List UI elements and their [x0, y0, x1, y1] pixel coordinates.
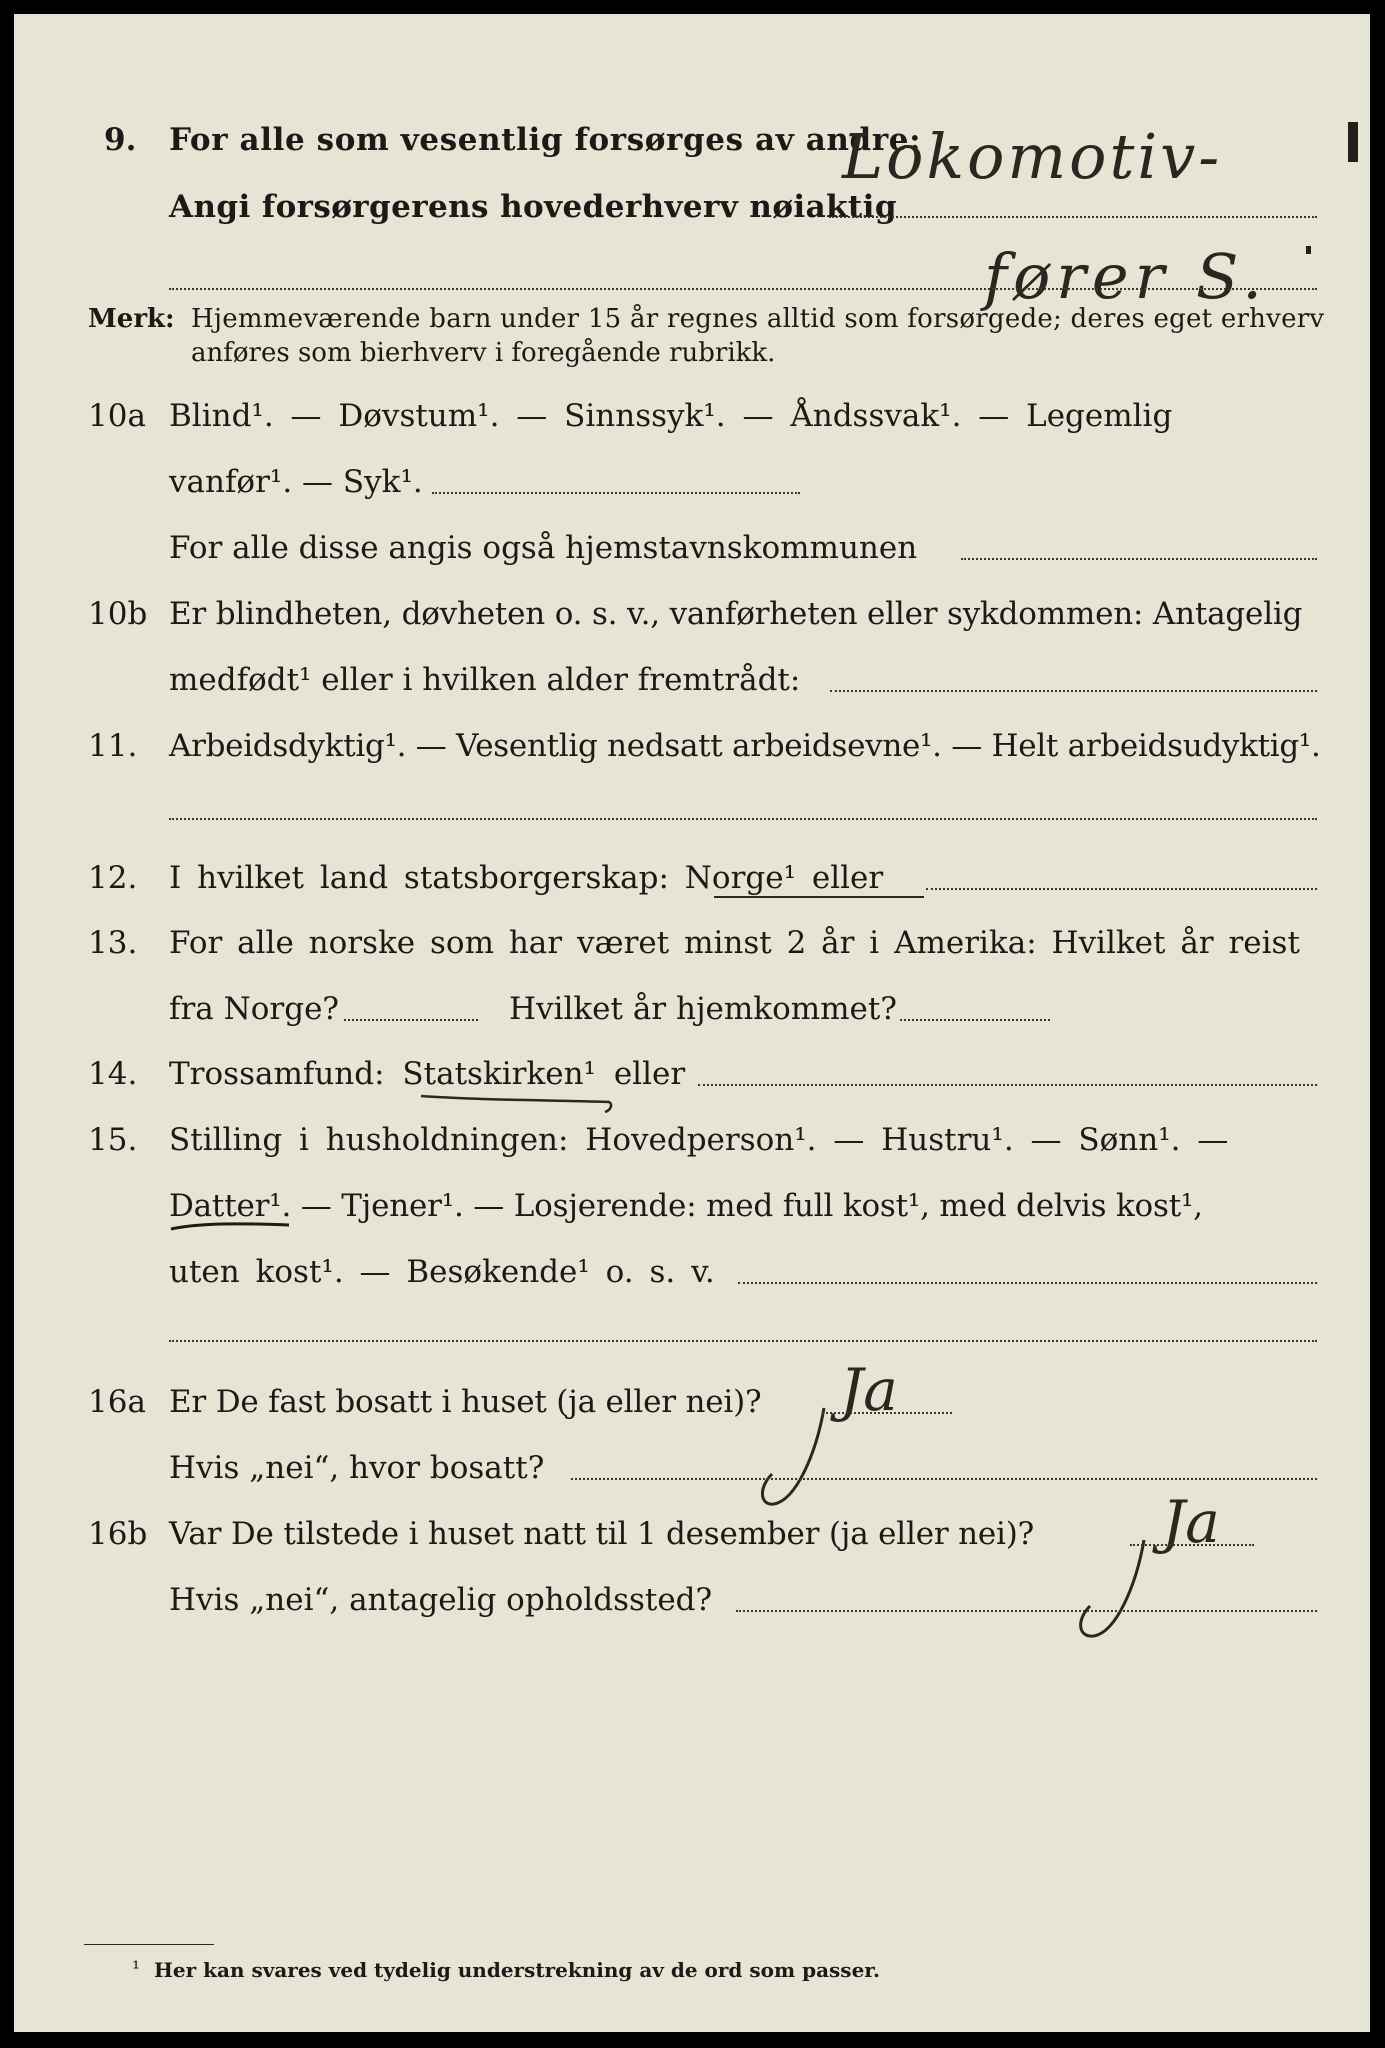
- q13-text-line1: For alle norske som har været minst 2 år i Amerika: Hvilket år reist: [169, 925, 1300, 961]
- footnote-text: Her kan svares ved tydelig understrekning av de ord som passer.: [154, 1958, 880, 1982]
- q14-number: 14.: [88, 1056, 138, 1092]
- q9-handwritten-occupation-line1: Lokomotiv-: [842, 120, 1223, 193]
- q9-handwritten-occupation-line2: fører S.: [984, 240, 1268, 313]
- q15-text-line1: Stilling i husholdningen: Hovedperson¹. — Hustru¹. — Sønn¹. —: [169, 1122, 1229, 1158]
- merk-text-line1: Hjemmeværende barn under 15 år regnes alltid som forsørgede; deres eget erhverv: [191, 304, 1325, 334]
- q16a-residence-line: [571, 1478, 1317, 1480]
- q10a-text-line3: For alle disse angis også hjemstavnskommunen: [169, 530, 918, 566]
- q13-return-year-line: [900, 1019, 1050, 1021]
- q10a-text-line1: Blind¹. — Døvstum¹. — Sinnssyk¹. — Åndssvak¹. — Legemlig: [169, 398, 1173, 434]
- q16a-text-line2: Hvis „nei“, hvor bosatt?: [169, 1450, 545, 1486]
- q16b-text-line1: Var De tilstede i huset natt til 1 desember (ja eller nei)?: [169, 1516, 1035, 1552]
- q11-text-line1: Arbeidsdyktig¹. — Vesentlig nedsatt arbeidsevne¹. — Helt arbeidsudyktig¹.: [169, 728, 1321, 764]
- merk-label: Merk:: [88, 304, 175, 334]
- q14-statskirken-underline: [419, 1090, 619, 1114]
- ink-scratch-mark: [1348, 122, 1358, 162]
- q10b-number: 10b: [88, 596, 148, 632]
- q16a-number: 16a: [88, 1384, 146, 1420]
- q16b-answer-line: [1130, 1544, 1254, 1546]
- q15-answer-line-2: [169, 1340, 1317, 1342]
- q13-text-line2a: fra Norge?: [169, 991, 340, 1027]
- q10b-text-line1: Er blindheten, døvheten o. s. v., vanførheten eller sykdommen: Antagelig: [169, 596, 1303, 632]
- q13-text-line2b: Hvilket år hjemkommet?: [509, 991, 897, 1027]
- q11-number: 11.: [88, 728, 138, 764]
- footnote-rule: [84, 1944, 214, 1945]
- merk-text-line2: anføres som bierhverv i foregående rubrikk.: [191, 338, 776, 368]
- q16b-location-line: [736, 1610, 1317, 1612]
- q14-text-line1: Trossamfund: Statskirken¹ eller: [169, 1056, 686, 1092]
- q16a-handwritten-answer: Ja: [840, 1356, 898, 1424]
- q12-answer-line: [926, 888, 1317, 890]
- q15-number: 15.: [88, 1122, 138, 1158]
- ink-scratch-mark: [1306, 246, 1311, 254]
- q16b-number: 16b: [88, 1516, 148, 1552]
- q16a-text-line1: Er De fast bosatt i huset (ja eller nei)?: [169, 1384, 762, 1420]
- q16a-answer-line: [822, 1412, 952, 1414]
- q10a-municipality-line: [961, 558, 1317, 560]
- census-form-page: [14, 14, 1370, 2032]
- q10a-text-line2: vanfør¹. — Syk¹.: [169, 464, 423, 500]
- q9-answer-line: [829, 216, 1317, 218]
- q16b-answer-descender: [1064, 1536, 1154, 1646]
- q10b-answer-line: [830, 690, 1317, 692]
- q10b-text-line2: medfødt¹ eller i hvilken alder fremtrådt:: [169, 662, 801, 698]
- q9-text-line1: For alle som vesentlig forsørges av andre:: [169, 122, 922, 158]
- footnote-mark: ¹: [132, 1956, 141, 1980]
- q12-text-line1: I hvilket land statsborgerskap: Norge¹ eller: [169, 860, 884, 896]
- q12-number: 12.: [88, 860, 138, 896]
- q16b-handwritten-answer: Ja: [1162, 1488, 1220, 1556]
- q15-datter-underline: [169, 1219, 299, 1239]
- q12-norge-underline: [714, 896, 924, 898]
- q10a-answer-line: [432, 492, 800, 494]
- q11-answer-line: [169, 818, 1317, 820]
- q9-text-line2: Angi forsørgerens hovederhverv nøiaktig: [169, 189, 897, 225]
- q16b-text-line2: Hvis „nei“, antagelig opholdssted?: [169, 1582, 713, 1618]
- q15-text-line2: Datter¹. — Tjener¹. — Losjerende: med full kost¹, med delvis kost¹,: [169, 1188, 1203, 1224]
- q9-answer-line-2: [169, 288, 1317, 290]
- q15-text-line3: uten kost¹. — Besøkende¹ o. s. v.: [169, 1254, 715, 1290]
- q13-departure-year-line: [344, 1019, 478, 1021]
- q10a-number: 10a: [88, 398, 146, 434]
- q13-number: 13.: [88, 925, 138, 961]
- q15-answer-line: [738, 1282, 1317, 1284]
- q16a-answer-descender: [754, 1404, 834, 1514]
- q14-answer-line: [698, 1084, 1317, 1086]
- q9-number: 9.: [104, 122, 137, 158]
